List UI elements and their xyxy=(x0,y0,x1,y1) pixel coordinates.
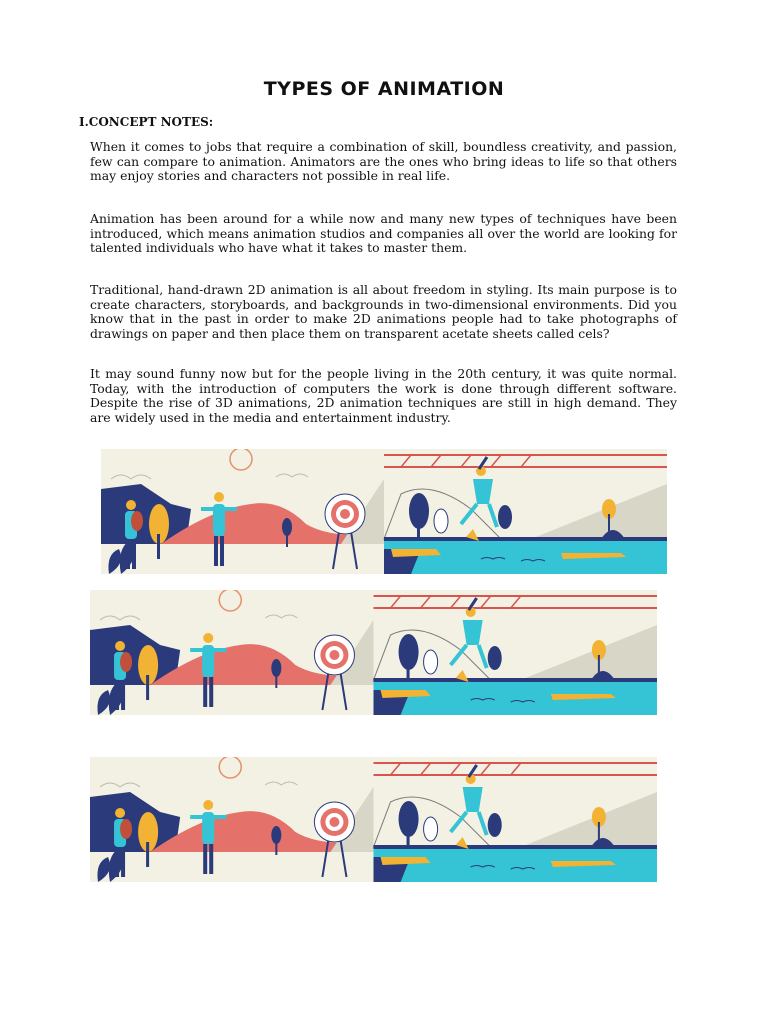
paragraph-modern-software: It may sound funny now but for the people living in the 20th century, it was quite normal. Today, with the introduction of computers the work is done through different software. Despite the rise of 3D animations, 2D animation techniques are still in high demand. They are widely used in the media and entertainment industry. xyxy=(90,366,677,425)
section-heading: I.CONCEPT NOTES: xyxy=(79,115,214,129)
page-title: TYPES OF ANIMATION xyxy=(263,78,505,100)
animation-illustration-2 xyxy=(90,590,657,715)
paragraph-2d-animation: Traditional, hand-drawn 2D animation is all about freedom in styling. Its main purpose is to create characters, storyboards, and backgrounds in two-dimensional environments. Did you know that in the past in order to make 2D animations people had to take photographs of drawings on paper and then place them on transparent acetate sheets called cels? xyxy=(90,282,677,341)
paragraph-techniques: Animation has been around for a while now and many new types of techniques have been introduced, which means animation studios and companies all over the world are looking for talented individuals who have what it takes to master them. xyxy=(90,211,677,256)
paragraph-intro: When it comes to jobs that require a combination of skill, boundless creativity, and passion, few can compare to animation. Animators are the ones who bring ideas to life so that others may enjoy stories and characters not possible in real life. xyxy=(90,139,677,184)
animation-illustration-3 xyxy=(90,757,657,882)
animation-illustration-1 xyxy=(101,449,667,574)
